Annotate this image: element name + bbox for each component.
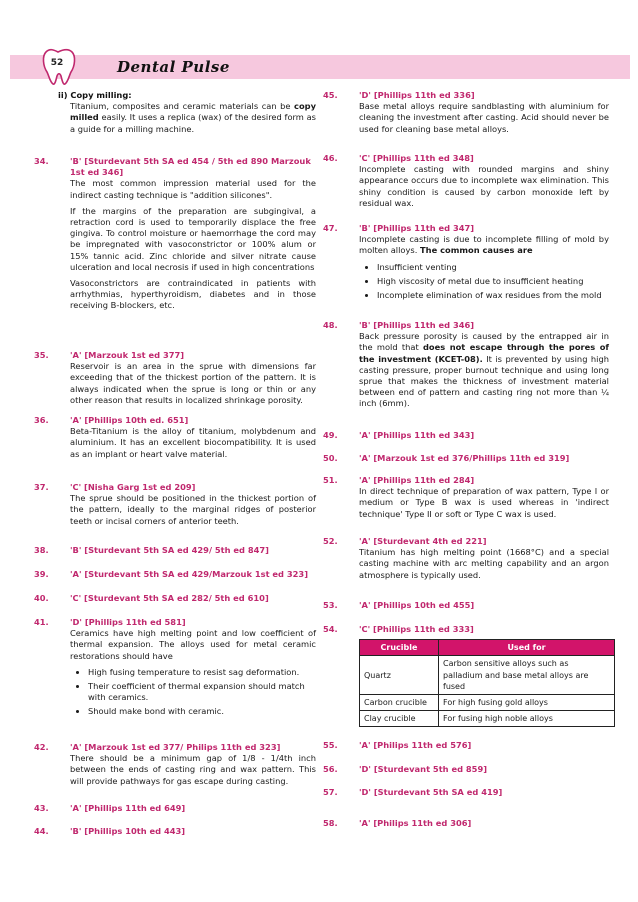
answer-text [70,753,316,787]
answer-number: 49. [323,430,338,440]
table-row [360,695,615,711]
answer-body [359,764,609,775]
answer-number: 58. [323,818,338,828]
answer-number: 46. [323,153,338,163]
table-row [360,656,615,695]
section-heading: ii) Copy milling: [58,90,132,100]
answer-text [70,628,316,662]
answer-text [70,361,316,406]
answer-text [359,486,609,520]
answer-number: 55. [323,740,338,750]
answer-reference: 'B' [Sturdevant 5th SA ed 454 / 5th ed 890 Marzouk 1st ed 346] [70,156,311,178]
paragraph: There should be a minimum gap of 1/8 - 1/4th inch between the ends of casting ring and wax pattern. This will provide pathways for gas escape during casting. [70,753,316,786]
table-header: Used for [439,640,615,656]
answer-body [70,593,316,604]
answer-reference: 'C' [Phillips 11th ed 348] [359,153,474,163]
answer-number: 34. [34,156,49,166]
answer-body [70,569,316,580]
answer-reference: 'D' [Phillips 11th ed 581] [70,617,186,627]
bullet-item: • Insufficient venting [377,262,609,273]
table-cell: For fusing high noble alloys [439,711,615,727]
paragraph: Incomplete casting is due to incomplete filling of mold by molten alloys. The common causes are [359,234,609,256]
paragraph: Back pressure porosity is caused by the entrapped air in the mold that does not escape through the pores of the investment (KCET-08). It is prevented by using high casting pressure, proper burnout technique and using long sprue that makes the thickness of investment material between end of pattern and casting ring not more than ¼ inch (6mm). [359,331,610,409]
answer-reference: 'B' [Phillips 10th ed 443] [70,826,186,836]
answer-number: 45. [323,90,338,100]
answer-reference: 'B' [Sturdevant 5th SA ed 429/ 5th ed 847] [70,545,269,555]
crucible-table [359,639,615,727]
answer-body [359,90,609,140]
answer-body [359,536,609,586]
table-cell: Carbon sensitive alloys such as palladium and base metal alloys are fused [439,656,615,695]
answer-body [70,742,316,792]
bullet-item: • High viscosity of metal due to insufficient heating [377,276,609,287]
answer-body [70,826,316,837]
answer-reference: 'A' [Phillips 11th ed 343] [359,430,475,440]
answer-body [70,482,316,532]
answer-text [359,101,609,135]
answer-reference: 'A' [Marzouk 1st ed 377] [70,350,185,360]
paragraph: Base metal alloys require sandblasting with aluminium for cleaning the investment after casting. Acid should never be used for cleaning base metal alloys. [359,101,609,134]
answer-body [70,415,316,465]
answer-number: 47. [323,223,338,233]
answer-reference: 'B' [Phillips 11th ed 347] [359,223,475,233]
answer-text [359,547,609,581]
answer-number: 44. [34,826,49,836]
answer-number: 48. [323,320,338,330]
answer-body [359,153,609,214]
answer-reference: 'A' [Phillips 10th ed. 651] [70,415,189,425]
bullet-list [359,262,609,302]
answer-body [359,818,609,829]
answer-text [70,426,316,460]
answer-number: 52. [323,536,338,546]
paragraph: The sprue should be positioned in the thickest portion of the pattern, ideally to the marginal ridges of posterior teeth or incisal corners of anterior teeth. [70,493,316,526]
answer-number: 41. [34,617,49,627]
answer-reference: 'D' [Phillips 11th ed 336] [359,90,475,100]
answer-body [70,617,316,721]
table-cell: Clay crucible [360,711,439,727]
paragraph: Beta-Titanium is the alloy of titanium, molybdenum and aluminium. It has an excellent biocompatibility. It is used as an implant or heart valve material. [70,426,316,459]
answer-body [359,430,609,441]
answer-reference: 'A' [Sturdevant 5th SA ed 429/Marzouk 1st ed 323] [70,569,309,579]
table-header: Crucible [360,640,439,656]
answer-reference: 'C' [Sturdevant 5th SA ed 282/ 5th ed 610] [70,593,269,603]
answer-text [359,164,609,209]
answer-number: 38. [34,545,49,555]
answer-number: 39. [34,569,49,579]
answer-reference: 'A' [Marzouk 1st ed 377/ Philips 11th ed 323] [70,742,281,752]
paragraph: Vasoconstrictors are contraindicated in patients with arrhythmias, hyperthyroidism, diabetes and in those receiving B-blockers, etc. [70,278,316,311]
answer-body [58,90,316,140]
answer-number: 37. [34,482,49,492]
answer-reference: 'B' [Phillips 11th ed 346] [359,320,475,330]
answer-reference: 'C' [Nisha Garg 1st ed 209] [70,482,196,492]
answer-body [70,156,316,317]
answer-number: 50. [323,453,338,463]
answer-number: 42. [34,742,49,752]
answer-reference: 'A' [Sturdevant 4th ed 221] [359,536,487,546]
answer-number: 57. [323,787,338,797]
answer-text [359,331,609,409]
paragraph: Ceramics have high melting point and low coefficient of thermal expansion. The alloys used for metal ceramic restorations should have [70,628,316,661]
answer-number: 35. [34,350,49,360]
paragraph: In direct technique of preparation of wax pattern, Type I or medium or Type B wax is used whereas in 'indirect technique' Type II or soft or Type C wax is used. [359,486,609,519]
answer-body [359,624,609,727]
answer-reference: 'A' [Philips 11th ed 306] [359,818,472,828]
answer-reference: 'A' [Philips 11th ed 576] [359,740,472,750]
answer-reference: 'D' [Sturdevant 5th ed 859] [359,764,488,774]
answer-number: 43. [34,803,49,813]
answer-body [70,545,316,556]
answer-body [359,600,609,611]
answer-number: 40. [34,593,49,603]
table-cell: For high fusing gold alloys [439,695,615,711]
answer-number: 54. [323,624,338,634]
answer-body [70,350,316,411]
answer-body [70,803,316,814]
answer-body [359,787,609,798]
table-cell: Quartz [360,656,439,695]
answer-reference: 'D' [Sturdevant 5th SA ed 419] [359,787,503,797]
paragraph: If the margins of the preparation are subgingival, a retraction cord is used to temporarily displace the free gingiva. To control moisture or haemorrhage the cord may be impregnated with vasoconstrictor or 100% alum or 15% tannic acid. Zinc chloride and silver nitrate cause ulceration and local necrosis if used in high concentrations [70,205,316,272]
answer-reference: 'A' [Marzouk 1st ed 376/Phillips 11th ed 319] [359,453,570,463]
answer-number: 36. [34,415,49,425]
paragraph: Titanium, composites and ceramic materials can be copy milled easily. It uses a replica (wax) of the desired form as a guide for a milling machine. [70,101,316,134]
answer-body [359,223,609,304]
answer-text [70,101,316,135]
bullet-item: • Incomplete elimination of wax residues from the mold [377,290,609,301]
paragraph: The most common impression material used for the indirect casting technique is "addition silicones". [70,178,316,200]
answer-text [359,234,609,256]
answer-body [359,740,609,751]
page-number: 52 [50,58,64,68]
page-title: Dental Pulse [117,58,230,76]
answer-number: 53. [323,600,338,610]
header-band [10,55,630,79]
answer-body [359,453,609,464]
answer-body [359,475,609,525]
paragraph: Incomplete casting with rounded margins and shiny appearance occurs due to incomplete wax elimination. This shiny condition is caused by carbon monoxide left by residual wax. [359,164,609,208]
bullet-item: • Should make bond with ceramic. [88,706,316,717]
answer-text [70,178,316,311]
bullet-item: • Their coefficient of thermal expansion should match with ceramics. [88,681,316,703]
answer-number: 51. [323,475,338,485]
table-cell: Carbon crucible [360,695,439,711]
answer-reference: 'C' [Phillips 11th ed 333] [359,624,474,634]
answer-text [70,493,316,527]
answer-body [359,320,609,415]
answer-reference: 'A' [Phillips 11th ed 649] [70,803,186,813]
table-row [360,711,615,727]
paragraph: Reservoir is an area in the sprue with dimensions far exceeding that of the thickest portion of the pattern. It is always indicated when the sprue is long or thin or any other reason that results in localized shrinkage porosity. [70,361,316,405]
bullet-list [70,667,316,718]
paragraph: Titanium has high melting point (1668°C) and a special casting machine with arc melting capability and an argon atmosphere is typically used. [359,547,609,580]
bullet-item: • High fusing temperature to resist sag deformation. [88,667,316,678]
answer-reference: 'A' [Phillips 10th ed 455] [359,600,475,610]
answer-number: 56. [323,764,338,774]
answer-reference: 'A' [Phillips 11th ed 284] [359,475,475,485]
